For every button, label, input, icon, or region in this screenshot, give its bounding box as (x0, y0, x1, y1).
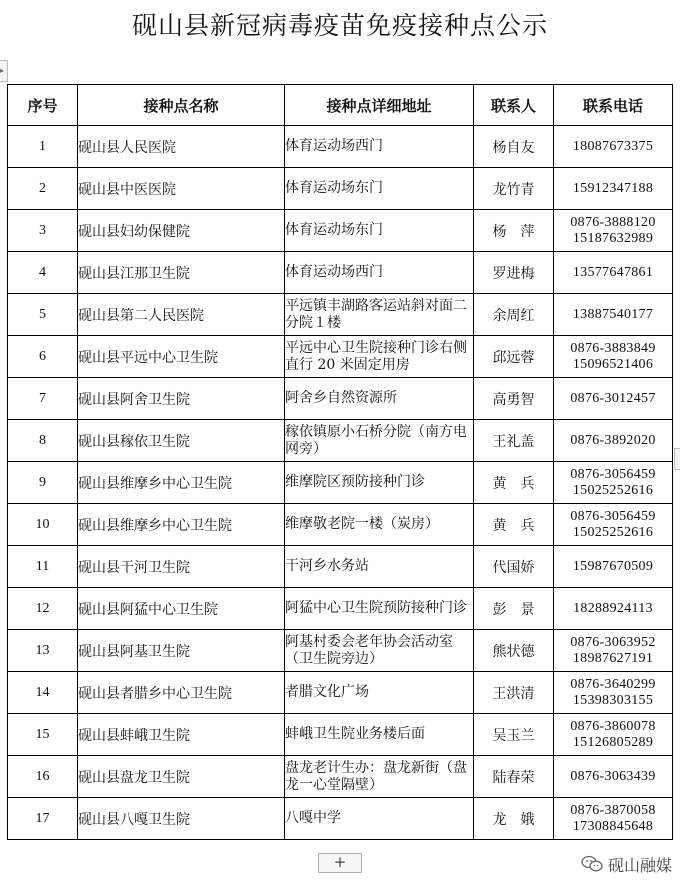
cell-contact-phone (554, 756, 673, 798)
table-row (8, 588, 673, 630)
cell-site-name: 砚山县妇幼保健院 (78, 210, 285, 252)
table-row (8, 378, 673, 420)
cell-address: 阿基村委会老年协会活动室（卫生院旁边） (285, 630, 474, 672)
cell-site-name: 砚山县江那卫生院 (78, 252, 285, 294)
cell-contact-person: 陆春荣 (474, 756, 554, 798)
phone-number: 0876-3056459 (570, 466, 656, 482)
cell-contact-phone (554, 420, 673, 462)
cell-no: 2 (8, 168, 78, 210)
phone-number: 15398303155 (572, 692, 654, 708)
cell-no: 17 (8, 798, 78, 840)
phone-number: 0876-3870058 (570, 802, 656, 818)
cell-contact-person: 吴玉兰 (474, 714, 554, 756)
cell-contact-person: 代国娇 (474, 546, 554, 588)
phone-number: 15025252616 (572, 524, 654, 540)
right-resize-handle[interactable] (674, 448, 680, 470)
cell-site-name: 砚山县八嘎卫生院 (78, 798, 285, 840)
table-row (8, 504, 673, 546)
phone-number: 15987670509 (572, 558, 654, 574)
cell-site-name: 砚山县稼依卫生院 (78, 420, 285, 462)
cell-site-name: 砚山县盘龙卫生院 (78, 756, 285, 798)
cell-contact-phone (554, 588, 673, 630)
header-site-name: 接种点名称 (78, 85, 285, 126)
table-row (8, 462, 673, 504)
header-address: 接种点详细地址 (285, 85, 474, 126)
table-row (8, 252, 673, 294)
header-no: 序号 (8, 85, 78, 126)
cell-contact-phone (554, 504, 673, 546)
cell-no: 5 (8, 294, 78, 336)
cell-site-name: 砚山县者腊乡中心卫生院 (78, 672, 285, 714)
cell-address: 体育运动场东门 (285, 168, 474, 210)
table-row (8, 336, 673, 378)
watermark-text: 砚山融媒 (607, 855, 672, 875)
cell-contact-person: 罗进梅 (474, 252, 554, 294)
add-row-button[interactable]: + (318, 853, 362, 873)
cell-contact-phone (554, 462, 673, 504)
cell-contact-person: 王礼盖 (474, 420, 554, 462)
watermark (581, 852, 672, 876)
phone-number: 0876-3892020 (570, 432, 656, 448)
cell-no: 15 (8, 714, 78, 756)
cell-no: 11 (8, 546, 78, 588)
cell-contact-person: 高勇智 (474, 378, 554, 420)
cell-site-name: 砚山县阿基卫生院 (78, 630, 285, 672)
cell-no: 6 (8, 336, 78, 378)
cell-site-name: 砚山县维摩乡中心卫生院 (78, 504, 285, 546)
cell-site-name: 砚山县平远中心卫生院 (78, 336, 285, 378)
cell-site-name: 砚山县阿舍卫生院 (78, 378, 285, 420)
cell-contact-phone (554, 798, 673, 840)
cell-site-name: 砚山县蚌峨卫生院 (78, 714, 285, 756)
cell-contact-person: 黄 兵 (474, 462, 554, 504)
cell-address: 蚌峨卫生院业务楼后面 (285, 714, 474, 756)
phone-number: 18087673375 (572, 138, 654, 154)
table-row (8, 168, 673, 210)
cell-contact-phone (554, 546, 673, 588)
cell-site-name: 砚山县阿猛中心卫生院 (78, 588, 285, 630)
cell-no: 4 (8, 252, 78, 294)
cell-address: 体育运动场东门 (285, 210, 474, 252)
cell-contact-phone (554, 672, 673, 714)
phone-number: 18288924113 (573, 600, 653, 616)
cell-no: 1 (8, 126, 78, 168)
cell-address: 体育运动场西门 (285, 126, 474, 168)
phone-number: 0876-3012457 (570, 390, 656, 406)
cell-no: 8 (8, 420, 78, 462)
cell-contact-person: 龙竹青 (474, 168, 554, 210)
cell-contact-phone (554, 126, 673, 168)
cell-contact-person: 余周红 (474, 294, 554, 336)
table-row (8, 546, 673, 588)
cell-contact-phone (554, 168, 673, 210)
cell-no: 12 (8, 588, 78, 630)
table-row (8, 756, 673, 798)
cell-contact-person: 杨 萍 (474, 210, 554, 252)
phone-number: 0876-3888120 (570, 214, 656, 230)
phone-number: 15912347188 (572, 180, 654, 196)
cell-address: 平远中心卫生院接种门诊右侧直行 20 米固定用房 (285, 336, 474, 378)
cell-contact-phone (554, 630, 673, 672)
phone-number: 17308845648 (572, 818, 654, 834)
cell-contact-phone (554, 210, 673, 252)
cell-site-name: 砚山县维摩乡中心卫生院 (78, 462, 285, 504)
cell-no: 14 (8, 672, 78, 714)
cell-no: 10 (8, 504, 78, 546)
cell-contact-person: 彭 景 (474, 588, 554, 630)
table-row (8, 126, 673, 168)
cell-no: 3 (8, 210, 78, 252)
table-row (8, 210, 673, 252)
phone-number: 0876-3640299 (570, 676, 656, 692)
cell-contact-phone (554, 294, 673, 336)
cell-address: 稼依镇原小石桥分院（南方电网旁） (285, 420, 474, 462)
phone-number: 0876-3883849 (570, 340, 656, 356)
phone-number: 13887540177 (572, 306, 654, 322)
header-contact-person: 联系人 (474, 85, 554, 126)
cell-address: 维摩敬老院一楼（炭房） (285, 504, 474, 546)
chat-bubble-icon (581, 855, 603, 873)
phone-number: 15126805289 (572, 734, 654, 750)
table-row (8, 294, 673, 336)
cell-contact-phone (554, 714, 673, 756)
cell-address: 者腊文化广场 (285, 672, 474, 714)
phone-number: 0876-3056459 (570, 508, 656, 524)
cell-address: 八嘎中学 (285, 798, 474, 840)
cell-site-name: 砚山县第二人民医院 (78, 294, 285, 336)
cell-address: 干河乡水务站 (285, 546, 474, 588)
phone-number: 18987627191 (572, 650, 654, 666)
phone-number: 13577647861 (572, 264, 654, 280)
cell-no: 9 (8, 462, 78, 504)
cell-address: 平远镇丰湖路客运站斜对面二分院１楼 (285, 294, 474, 336)
left-resize-handle[interactable]: ▸ (0, 60, 8, 82)
header-contact-phone: 联系电话 (554, 85, 673, 126)
cell-address: 阿舍乡自然资源所 (285, 378, 474, 420)
cell-site-name: 砚山县干河卫生院 (78, 546, 285, 588)
phone-number: 15187632989 (572, 230, 654, 246)
cell-contact-person: 熊状德 (474, 630, 554, 672)
cell-no: 13 (8, 630, 78, 672)
table-row (8, 672, 673, 714)
cell-address: 盘龙老计生办：盘龙新街（盘龙一心堂隔壁） (285, 756, 474, 798)
table-row (8, 714, 673, 756)
phone-number: 15025252616 (572, 482, 654, 498)
table-header-row (8, 85, 673, 126)
cell-contact-phone (554, 378, 673, 420)
table-body (8, 126, 673, 840)
table-row (8, 630, 673, 672)
table-row (8, 798, 673, 840)
phone-number: 0876-3063439 (570, 768, 656, 784)
page-title: 砚山县新冠病毒疫苗免疫接种点公示 (131, 11, 548, 40)
vaccination-sites-table (7, 84, 673, 840)
cell-contact-person: 邱远蓉 (474, 336, 554, 378)
cell-contact-person: 龙 娥 (474, 798, 554, 840)
cell-address: 维摩院区预防接种门诊 (285, 462, 474, 504)
table-row (8, 420, 673, 462)
cell-no: 7 (8, 378, 78, 420)
phone-number: 0876-3860078 (570, 718, 656, 734)
cell-contact-phone (554, 336, 673, 378)
cell-address: 阿猛中心卫生院预防接种门诊 (285, 588, 474, 630)
cell-contact-person: 王洪清 (474, 672, 554, 714)
cell-site-name: 砚山县中医医院 (78, 168, 285, 210)
cell-address: 体育运动场西门 (285, 252, 474, 294)
cell-contact-person: 杨自友 (474, 126, 554, 168)
cell-site-name: 砚山县人民医院 (78, 126, 285, 168)
cell-contact-person: 黄 兵 (474, 504, 554, 546)
cell-no: 16 (8, 756, 78, 798)
phone-number: 15096521406 (572, 356, 654, 372)
phone-number: 0876-3063952 (570, 634, 656, 650)
cell-contact-phone (554, 252, 673, 294)
